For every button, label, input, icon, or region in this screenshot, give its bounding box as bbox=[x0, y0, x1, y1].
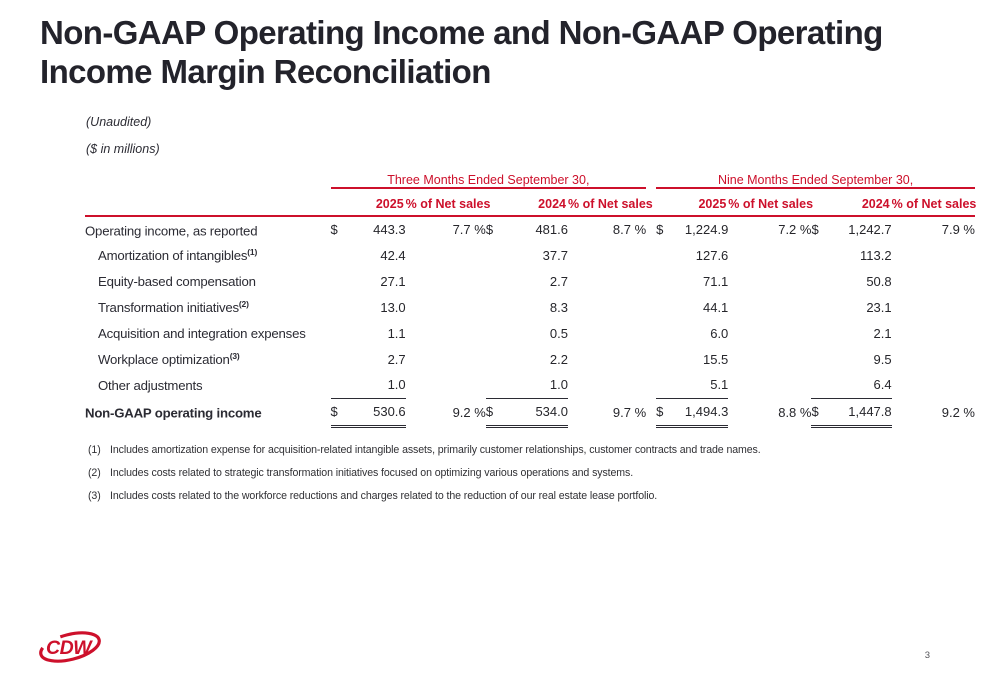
table-row-operating-income: Operating income, as reported $ 443.3 7.7 % $ 481.6 8.7 % $ 1,224.9 7.2 % $ 1,242.7 7.9 % bbox=[85, 222, 975, 238]
table-row-acquisition: Acquisition and integration expenses 1.1 0.5 6.0 2.1 bbox=[98, 325, 892, 342]
col-header-pct-2024-3m: % of Net sales bbox=[568, 188, 646, 216]
footnote-3 bbox=[88, 490, 1000, 502]
subtitle bbox=[86, 115, 1000, 156]
col-header-2024-9m: 2024 bbox=[811, 188, 891, 216]
col-header-2025-9m: 2025 bbox=[656, 188, 728, 216]
page-title bbox=[40, 14, 985, 91]
footnote-2-number: (2) bbox=[88, 466, 101, 479]
table-row-equity-compensation: Equity-based compensation 27.1 2.7 71.1 50.8 bbox=[98, 273, 892, 290]
col-header-pct-2025-3m: % of Net sales bbox=[406, 188, 486, 216]
cdw-logo-text: CDW bbox=[46, 637, 92, 659]
footnote-1-number: (1) bbox=[88, 443, 101, 456]
page-number: 3 bbox=[924, 650, 930, 661]
table-row-amortization: Amortization of intangibles$^{(1)}$ 42.4 37.7 127.6 113.2 bbox=[98, 247, 892, 264]
footnote-2-text: Includes costs related to strategic transformation initiatives focused on optimizing various operations and systems. bbox=[110, 466, 634, 479]
footnote-3-number: (3) bbox=[88, 489, 101, 502]
subtitle-unaudited: (Unaudited) bbox=[86, 115, 152, 130]
footnote-2 bbox=[88, 467, 1000, 479]
col-header-pct-2024-9m: % of Net sales bbox=[892, 188, 975, 216]
reconciliation-table bbox=[85, 169, 975, 428]
cdw-logo bbox=[36, 626, 108, 673]
col-header-2024-3m: 2024 bbox=[486, 188, 568, 216]
column-header-row bbox=[85, 188, 975, 216]
footnote-1 bbox=[88, 444, 1000, 456]
footnote-1-text: Includes amortization expense for acquisition-related intangible assets, primarily customer relationships, customer contracts and trade names. bbox=[110, 443, 761, 456]
page-title-line-1: Non-GAAP Operating Income and Non-GAAP Operating bbox=[40, 14, 883, 51]
table-row-non-gaap-operating-income: Non-GAAP operating income $ 530.6 9.2 % $ 534.0 9.7 % $ 1,494.3 8.8 % $ 1,447.8 9.2 % bbox=[85, 398, 975, 426]
col-header-pct-2025-9m: % of Net sales bbox=[728, 188, 811, 216]
group-header-three-months: Three Months Ended September 30, bbox=[331, 169, 647, 188]
group-header-nine-months: Nine Months Ended September 30, bbox=[656, 169, 975, 188]
table-row-other-adjustments: Other adjustments 1.0 1.0 5.1 6.4 bbox=[85, 372, 975, 398]
subtitle-millions: ($ in millions) bbox=[86, 142, 160, 157]
cdw-logo-icon bbox=[36, 626, 108, 668]
col-header-2025-3m: 2025 bbox=[331, 188, 406, 216]
group-header-row bbox=[85, 169, 975, 188]
page-title-line-2: Income Margin Reconciliation bbox=[40, 52, 491, 90]
table-row-workplace: Workplace optimization$^{(3)}$ 2.7 2.2 15.5 9.5 bbox=[98, 351, 892, 368]
table-row-transformation: Transformation initiatives$^{(2)}$ 13.0 8.3 44.1 23.1 bbox=[98, 299, 892, 316]
footnotes bbox=[88, 444, 1000, 502]
footnote-3-text: Includes costs related to the workforce reductions and charges related to the reduction of our real estate lease portfolio. bbox=[110, 489, 658, 502]
